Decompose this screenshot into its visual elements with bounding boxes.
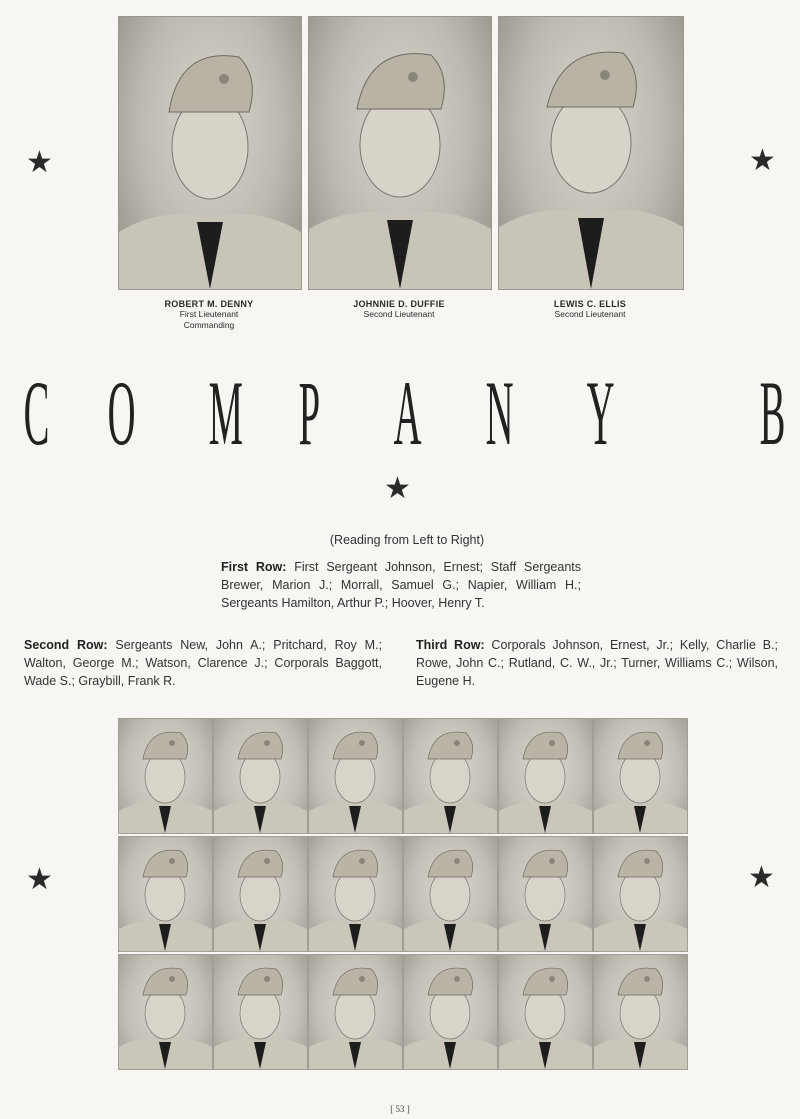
soldier-portrait — [593, 954, 688, 1070]
soldier-portrait — [403, 718, 498, 834]
soldier-portrait — [308, 954, 403, 1070]
soldier-portrait — [213, 718, 308, 834]
title-letter: B — [759, 362, 786, 464]
officer-photo-denny — [118, 16, 302, 290]
star-icon: ★ — [749, 143, 776, 178]
third-row-label: Third Row: — [416, 638, 485, 652]
officer-name: JOHNNIE D. DUFFIE — [353, 299, 445, 309]
officer-caption-ellis — [498, 299, 682, 320]
officer-rank: First Lieutenant — [179, 309, 239, 319]
second-row-label: Second Row: — [24, 638, 108, 652]
soldier-portrait — [118, 954, 213, 1070]
officer-photo-duffie — [308, 16, 492, 290]
star-icon: ★ — [384, 471, 411, 506]
officer-photo-ellis — [498, 16, 684, 290]
officer-role: Commanding — [183, 320, 235, 330]
officer-name: LEWIS C. ELLIS — [553, 299, 627, 309]
officer-caption-duffie — [308, 299, 490, 320]
second-row-caption — [24, 636, 382, 690]
title-letter: C — [23, 362, 50, 464]
page-number: [ 53 ] — [390, 1104, 410, 1114]
officer-caption-denny — [118, 299, 300, 331]
soldier-portrait — [403, 954, 498, 1070]
star-icon: ★ — [748, 860, 775, 895]
soldier-portrait — [213, 836, 308, 952]
title-letter: O — [107, 362, 136, 464]
soldier-portrait — [308, 718, 403, 834]
title-letter: Y — [586, 362, 615, 464]
soldier-portrait — [593, 718, 688, 834]
soldier-portrait — [498, 718, 593, 834]
title-letter: P — [298, 362, 321, 464]
soldier-portrait — [403, 836, 498, 952]
first-row-label: First Row: — [221, 560, 287, 574]
first-row-caption — [221, 558, 581, 612]
first-row-text: First Sergeant Johnson, Ernest; Staff Sergeants Brewer, Marion J.; Morrall, Samuel G.; Napier, William H.; Sergeants Hamilton, Arthur P.; Hoover, Henry T. — [221, 560, 581, 610]
star-icon: ★ — [26, 862, 53, 897]
soldier-portrait — [498, 954, 593, 1070]
officer-rank: Second Lieutenant — [554, 309, 626, 319]
soldier-portrait — [308, 836, 403, 952]
title-letter: A — [393, 362, 422, 464]
title-letter: M — [208, 362, 243, 464]
star-icon: ★ — [26, 145, 53, 180]
third-row-caption — [416, 636, 778, 690]
officer-name: ROBERT M. DENNY — [164, 299, 254, 309]
soldier-portrait — [498, 836, 593, 952]
third-row-text: Corporals Johnson, Ernest, Jr.; Kelly, Charlie B.; Rowe, John C.; Rutland, C. W., Jr.; Turner, Williams C.; Wilson, Eugene H. — [416, 638, 778, 688]
soldier-portrait — [118, 718, 213, 834]
soldier-portrait — [593, 836, 688, 952]
title-letter: N — [485, 362, 514, 464]
soldier-portrait — [118, 836, 213, 952]
reading-note: (Reading from Left to Right) — [329, 533, 485, 547]
officer-rank: Second Lieutenant — [363, 309, 435, 319]
second-row-text: Sergeants New, John A.; Pritchard, Roy M.; Walton, George M.; Watson, Clarence J.; Corporals Baggott, Wade S.; Graybill, Frank R. — [24, 638, 382, 688]
soldier-portrait — [213, 954, 308, 1070]
